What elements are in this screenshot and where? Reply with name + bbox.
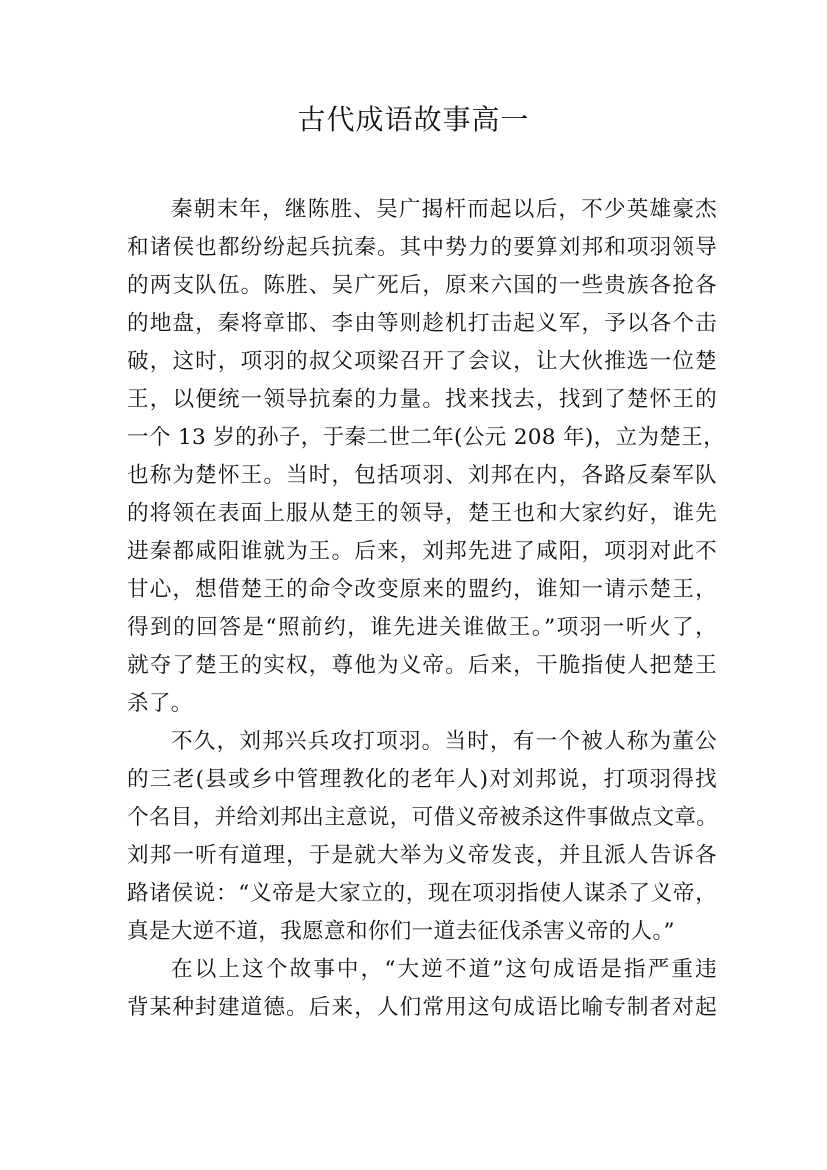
- paragraph-line: 甘心，想借楚王的命令改变原来的盟约，谁知一请示楚王，: [127, 577, 717, 602]
- paragraph-line: 真是大逆不道，我愿意和你们一道去征伐杀害义帝的人。”: [127, 919, 675, 944]
- paragraph-line: 的三老(县或乡中管理教化的老年人)对刘邦说，打项羽得找: [127, 767, 717, 792]
- paragraph-line: 路诸侯说：“义帝是大家立的，现在项羽指使人谋杀了义帝，: [127, 881, 717, 906]
- paragraph-line: 也称为楚怀王。当时，包括项羽、刘邦在内，各路反秦军队: [127, 463, 717, 488]
- paragraph-line: 刘邦一听有道理，于是就大举为义帝发丧，并且派人告诉各: [127, 843, 717, 868]
- paragraph-line: 就夺了楚王的实权，尊他为义帝。后来，干脆指使人把楚王: [127, 653, 717, 678]
- paragraph-line: 王，以便统一领导抗秦的力量。找来找去，找到了楚怀王的: [127, 387, 717, 412]
- paragraph-line: 得到的回答是“照前约，谁先进关谁做王。”项羽一听火了，: [127, 615, 717, 640]
- paragraph-line: 秦朝末年，继陈胜、吴广揭杆而起以后，不少英雄豪杰: [171, 197, 717, 222]
- document-body: [127, 191, 725, 1027]
- paragraph-line: 一个 13 岁的孙子，于秦二世二年(公元 208 年)，立为楚王，: [127, 425, 725, 450]
- paragraph-line: 背某种封建道德。后来，人们常用这句成语比喻专制者对起: [127, 995, 717, 1020]
- paragraph-line: 不久，刘邦兴兵攻打项羽。当时，有一个被人称为董公: [171, 729, 717, 754]
- paragraph-line: 和诸侯也都纷纷起兵抗秦。其中势力的要算刘邦和项羽领导: [127, 235, 717, 260]
- paragraph-line: 的地盘，秦将章邯、李由等则趁机打击起义军，予以各个击: [127, 311, 717, 336]
- document-title: 古代成语故事高一: [297, 103, 530, 136]
- paragraph-line: 破，这时，项羽的叔父项梁召开了会议，让大伙推选一位楚: [127, 349, 717, 374]
- paragraph-line: 的将领在表面上服从楚王的领导，楚王也和大家约好，谁先: [127, 501, 717, 526]
- paragraph-line: 进秦都咸阳谁就为王。后来，刘邦先进了咸阳，项羽对此不: [127, 539, 717, 564]
- paragraph-line: 个名目，并给刘邦出主意说，可借义帝被杀这件事做点文章。: [127, 805, 719, 830]
- paragraph-line: 在以上这个故事中，“大逆不道”这句成语是指严重违: [171, 957, 717, 982]
- paragraph-line: 的两支队伍。陈胜、吴广死后，原来六国的一些贵族各抢各: [127, 273, 717, 298]
- paragraph-line: 杀了。: [127, 691, 193, 716]
